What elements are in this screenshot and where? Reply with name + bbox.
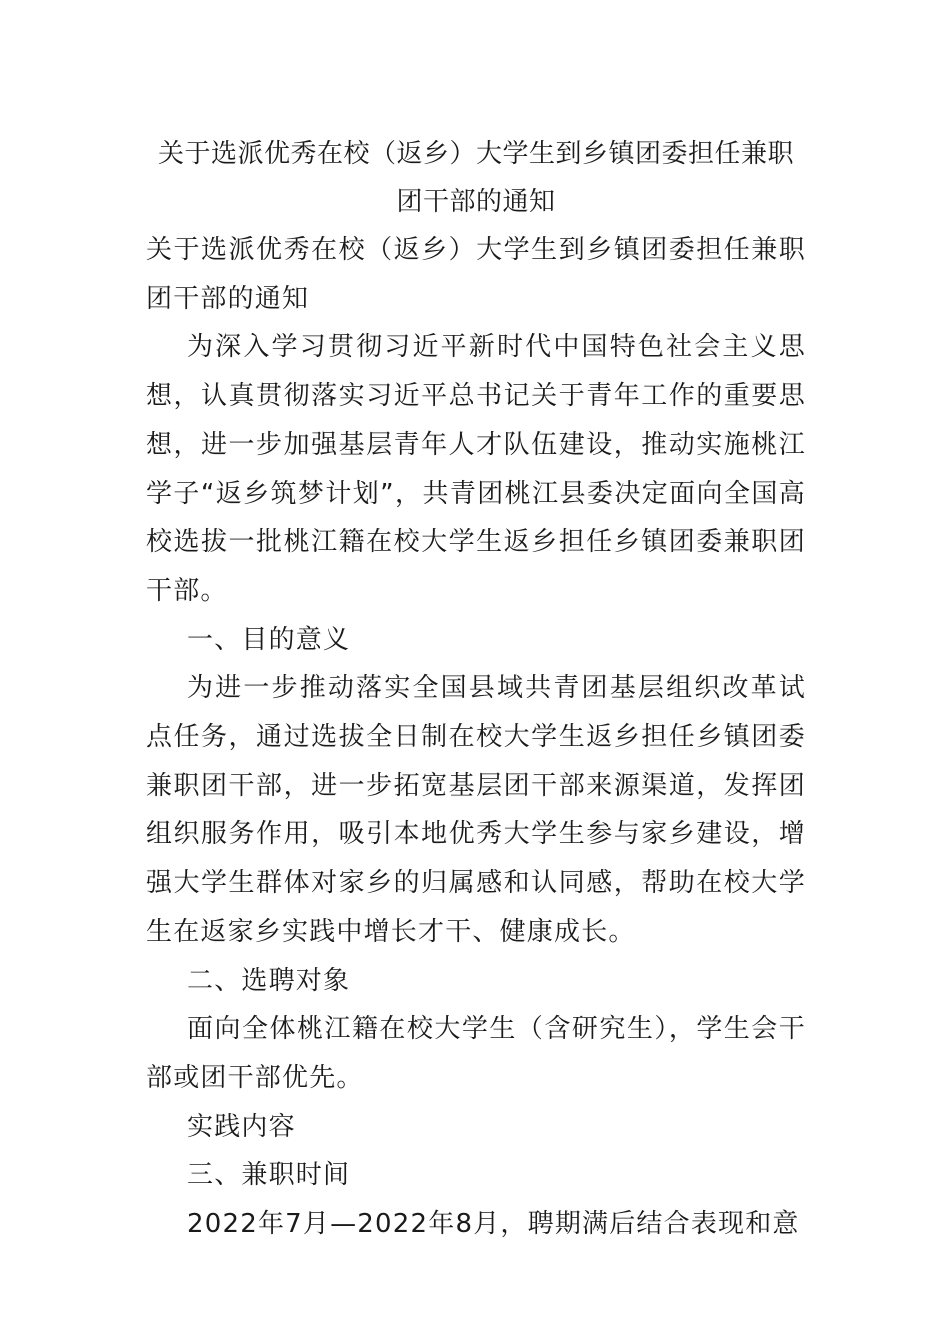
section-1-paragraph: 为进一步推动落实全国县域共青团基层组织改革试点任务，通过选拔全日制在校大学生返乡担任乡镇团委兼职团干部，进一步拓宽基层团干部来源渠道，发挥团组织服务作用，吸引本地优秀大学生参与家乡建设，增强大学生群体对家乡的归属感和认同感，帮助在校大学生在返家乡实践中增长才干、健康成长。 [146, 673, 806, 947]
intro-paragraph: 为深入学习贯彻习近平新时代中国特色社会主义思想，认真贯彻落实习近平总书记关于青年工作的重要思想，进一步加强基层青年人才队伍建设，推动实施桃江学子“返乡筑梦计划”，共青团桃江县委决定面向全国高校选拔一批桃江籍在校大学生返乡担任乡镇团委兼职团干部。 [146, 332, 806, 606]
section-3-heading: 三、兼职时间 [187, 1160, 351, 1191]
practice-content-heading: 实践内容 [187, 1111, 296, 1142]
section-3-paragraph: 2022年7月—2022年8月，聘期满后结合表现和意 [187, 1209, 800, 1240]
repeated-title: 关于选派优秀在校（返乡）大学生到乡镇团委担任兼职团干部的通知 [146, 235, 806, 314]
document-content [146, 130, 806, 1249]
document-body [146, 226, 806, 1249]
document-title: 关于选派优秀在校（返乡）大学生到乡镇团委担任兼职团干部的通知 [157, 139, 794, 217]
section-2-paragraph: 面向全体桃江籍在校大学生（含研究生），学生会干部或团干部优先。 [146, 1014, 806, 1093]
section-1-heading: 一、目的意义 [187, 624, 351, 655]
section-2-heading: 二、选聘对象 [187, 965, 351, 996]
